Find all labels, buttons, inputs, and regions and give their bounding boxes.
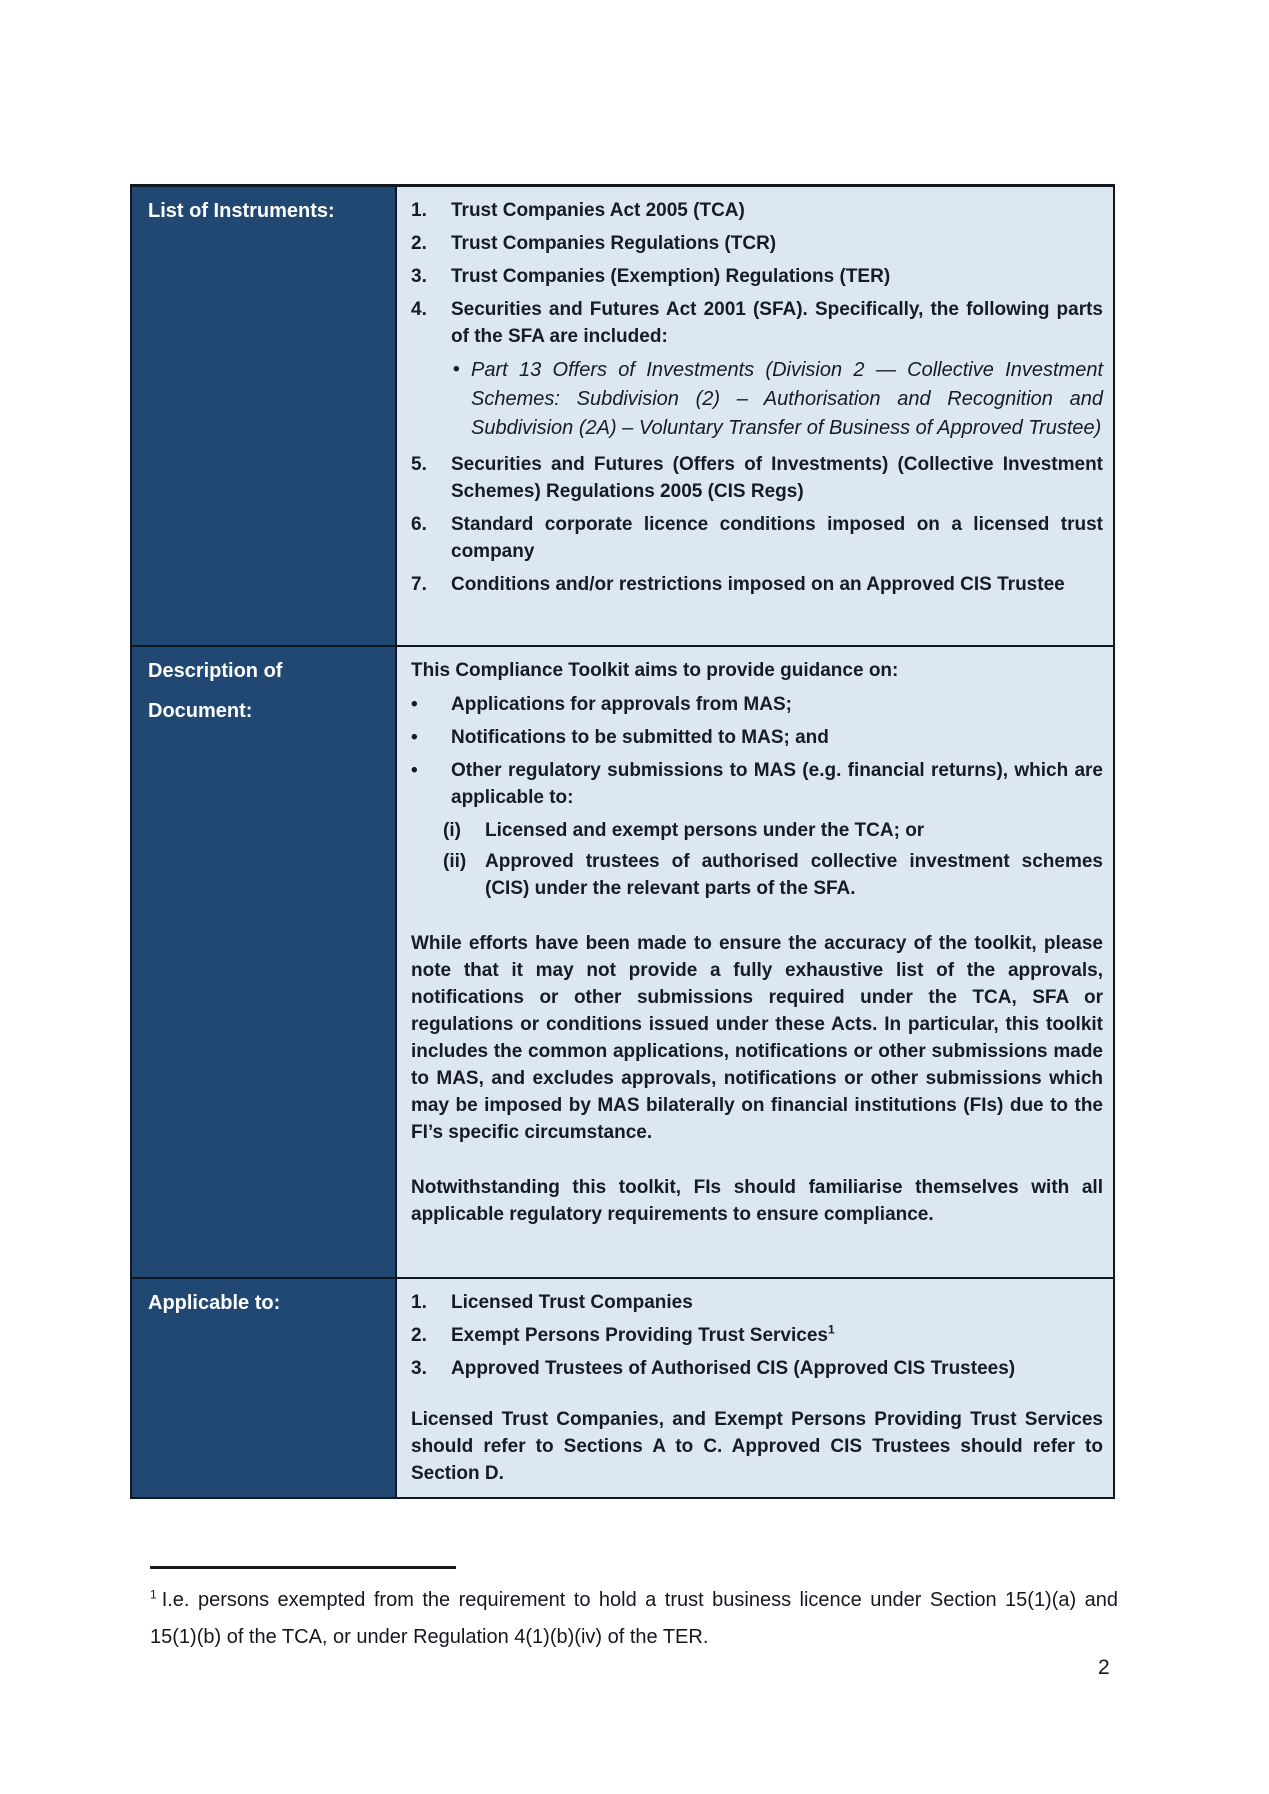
row-list-of-instruments — [132, 187, 1113, 645]
sub-item-marker: (ii) — [443, 851, 467, 872]
bullet-icon: • — [411, 694, 418, 715]
sub-item-marker: (i) — [443, 820, 461, 841]
footnote-separator-line — [150, 1566, 456, 1569]
page-number: 2 — [1098, 1656, 1110, 1679]
row-label-description-of-document: Description of Document: — [132, 647, 397, 1277]
list-item-text — [451, 1322, 1103, 1349]
bullet-icon: • — [411, 760, 418, 781]
list-item-number: 7. — [411, 574, 427, 595]
list-item-text: Trust Companies (Exemption) Regulations (TER) — [451, 266, 891, 287]
row-description-of-document — [132, 645, 1113, 1277]
footnote-marker: 1 — [150, 1587, 157, 1602]
sub-item-text: Licensed and exempt persons under the TCA; or — [485, 820, 925, 841]
list-item-number: 1. — [411, 200, 427, 221]
bullet-text: Notifications to be submitted to MAS; and — [451, 727, 829, 748]
list-item — [411, 511, 1103, 565]
list-item-text-main: Exempt Persons Providing Trust Services — [451, 1325, 828, 1346]
bullet-text: Other regulatory submissions to MAS (e.g. financial returns), which are applicable to: — [451, 760, 1103, 808]
row-content-description-of-document — [397, 647, 1113, 1277]
list-item-number: 6. — [411, 514, 427, 535]
list-item — [411, 451, 1103, 505]
list-item — [411, 296, 1103, 350]
footnote-text: I.e. persons exempted from the requirement to hold a trust business licence under Section 15(1)(a) and 15(1)(b) of the TCA, or under Regulation 4(1)(b)(iv) of the TER. — [150, 1589, 1118, 1648]
list-item-number: 2. — [411, 233, 427, 254]
list-item-text: Securities and Futures (Offers of Investments) (Collective Investment Schemes) Regulations 2005 (CIS Regs) — [451, 454, 1103, 502]
list-item — [411, 1322, 1103, 1349]
list-item-text: Securities and Futures Act 2001 (SFA). Specifically, the following parts of the SFA are included: — [451, 299, 1103, 347]
bullet-item — [411, 724, 1103, 751]
list-item — [411, 230, 1103, 257]
list-item-number: 2. — [411, 1325, 427, 1346]
list-item-text: Trust Companies Regulations (TCR) — [451, 233, 777, 254]
bullet-icon: • — [453, 359, 460, 380]
description-paragraph-notwithstanding: Notwithstanding this toolkit, FIs should familiarise themselves with all applicable regulatory requirements to ensure compliance. — [411, 1177, 1103, 1225]
row-content-list-of-instruments — [397, 187, 1113, 645]
bullet-item — [411, 691, 1103, 718]
list-item — [411, 1355, 1103, 1382]
bullet-text: Applications for approvals from MAS; — [451, 694, 792, 715]
applicable-to-paragraph: Licensed Trust Companies, and Exempt Persons Providing Trust Services should refer to Sections A to C. Approved CIS Trustees should refer to Section D. — [411, 1409, 1103, 1484]
sub-item-text: Approved trustees of authorised collective investment schemes (CIS) under the relevant parts of the SFA. — [485, 851, 1103, 899]
list-item-number: 3. — [411, 1358, 427, 1379]
list-item — [411, 197, 1103, 224]
list-item-number: 5. — [411, 454, 427, 475]
nested-bullet-item — [453, 356, 1103, 443]
list-item — [411, 1289, 1103, 1316]
list-item-text: Approved Trustees of Authorised CIS (Approved CIS Trustees) — [451, 1358, 1016, 1379]
row-label-applicable-to: Applicable to: — [132, 1279, 397, 1497]
list-item-text: Conditions and/or restrictions imposed on an Approved CIS Trustee — [451, 574, 1065, 595]
list-item-text: Trust Companies Act 2005 (TCA) — [451, 200, 745, 221]
sub-item-i — [443, 817, 1103, 844]
list-item-text: Standard corporate licence conditions imposed on a licensed trust company — [451, 514, 1103, 562]
list-item-number: 1. — [411, 1292, 427, 1313]
list-item-number: 4. — [411, 299, 427, 320]
row-label-list-of-instruments: List of Instruments: — [132, 187, 397, 645]
list-item-number: 3. — [411, 266, 427, 287]
row-content-applicable-to — [397, 1279, 1113, 1497]
compliance-toolkit-table — [130, 184, 1115, 1499]
bullet-item — [411, 757, 1103, 811]
description-intro: This Compliance Toolkit aims to provide guidance on: — [411, 660, 899, 681]
nested-bullet-text: Part 13 Offers of Investments (Division 2 — Collective Investment Schemes: Subdivision (2) – Authorisation and Recognition and Subdivision (2A) – Voluntary Transfer of Business of Approved Trustee) — [471, 359, 1103, 439]
footnote-reference-marker: 1 — [827, 1322, 835, 1337]
list-item — [411, 263, 1103, 290]
footnote — [150, 1582, 1118, 1656]
bullet-icon: • — [411, 727, 418, 748]
description-paragraph-accuracy: While efforts have been made to ensure the accuracy of the toolkit, please note that it may not provide a fully exhaustive list of the approvals, notifications or other submissions required under the TCA, SFA or regulations or conditions issued under these Acts. In particular, this toolkit includes the common applications, notifications or other submissions made to MAS, and excludes approvals, notifications or other submissions which may be imposed by MAS bilaterally on financial institutions (FIs) due to the FI’s specific circumstance. — [411, 933, 1103, 1143]
list-item-text: Licensed Trust Companies — [451, 1292, 693, 1313]
list-item — [411, 571, 1103, 598]
row-applicable-to — [132, 1277, 1113, 1497]
sub-item-ii — [443, 848, 1103, 902]
